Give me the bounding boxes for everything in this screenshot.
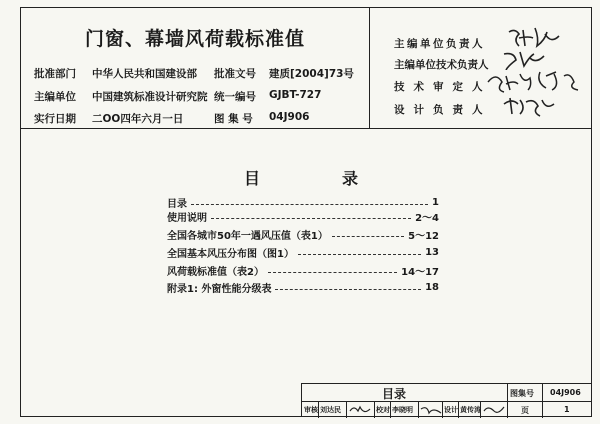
leader-dashes bbox=[275, 289, 421, 290]
info-label: 批准文号 bbox=[214, 68, 256, 80]
info-label: 统一编号 bbox=[214, 91, 256, 103]
info-value: 中华人民共和国建设部 bbox=[92, 68, 197, 80]
role-design-name: 黄传涛 bbox=[460, 406, 481, 414]
leader-dashes bbox=[191, 204, 428, 205]
toc-item[interactable]: 风荷载标准值（表2） 14～17 bbox=[167, 266, 439, 278]
leader-dashes bbox=[298, 254, 421, 255]
toc-item[interactable]: 目录 1 bbox=[167, 196, 439, 210]
page-label: 页 bbox=[521, 406, 529, 415]
role-check-label: 校对 bbox=[376, 406, 390, 414]
atlas-no-label: 图集号 bbox=[510, 389, 534, 398]
role-check-name: 李晓明 bbox=[392, 406, 413, 414]
info-label: 图 集 号 bbox=[214, 113, 253, 125]
sheet-title: 目录 bbox=[382, 387, 407, 401]
document-title: 门窗、幕墙风荷载标准值 bbox=[84, 28, 305, 50]
info-label: 主编单位 bbox=[34, 91, 76, 103]
role-review-name: 刘达民 bbox=[320, 406, 341, 414]
info-value: 二OO四年六月一日 bbox=[92, 113, 184, 125]
signature-designer bbox=[482, 403, 506, 417]
info-label: 批准部门 bbox=[34, 68, 76, 80]
title-block bbox=[301, 383, 592, 417]
toc-item[interactable]: 附录1: 外窗性能分级表 18 bbox=[167, 281, 439, 295]
resp-design-lead: 设计负责人 bbox=[394, 104, 492, 116]
info-value: 建质[2004]73号 bbox=[269, 68, 354, 80]
toc-item[interactable]: 使用说明 2～4 bbox=[167, 212, 439, 224]
leader-dashes bbox=[268, 272, 397, 273]
signature-technical-reviewer bbox=[484, 66, 584, 96]
toc-item[interactable]: 全国各城市50年一遇风压值（表1） 5～12 bbox=[167, 230, 439, 242]
resp-technical-chief: 主编单位技术负责人 bbox=[394, 59, 489, 71]
page-number: 1 bbox=[564, 405, 570, 414]
signature-reviewer bbox=[348, 403, 374, 417]
signature-design-lead bbox=[500, 94, 560, 118]
role-review-label: 审核 bbox=[304, 406, 318, 414]
signature-checker bbox=[419, 403, 443, 417]
leader-dashes bbox=[211, 218, 411, 219]
info-value: 中国建筑标准设计研究院 bbox=[92, 91, 208, 103]
info-label: 实行日期 bbox=[34, 113, 76, 125]
resp-chief-editor: 主编单位负责人 bbox=[394, 38, 485, 50]
atlas-no: 04J906 bbox=[550, 388, 581, 397]
leader-dashes bbox=[332, 236, 404, 237]
toc-item[interactable]: 全国基本风压分布图（图1） 13 bbox=[167, 246, 439, 260]
role-design-label: 设计 bbox=[444, 406, 458, 414]
resp-technical-reviewer: 技术审定人 bbox=[394, 81, 492, 93]
info-value: 04J906 bbox=[269, 111, 310, 123]
signature-chief-editor bbox=[505, 24, 565, 50]
info-value: GJBT-727 bbox=[269, 89, 322, 101]
